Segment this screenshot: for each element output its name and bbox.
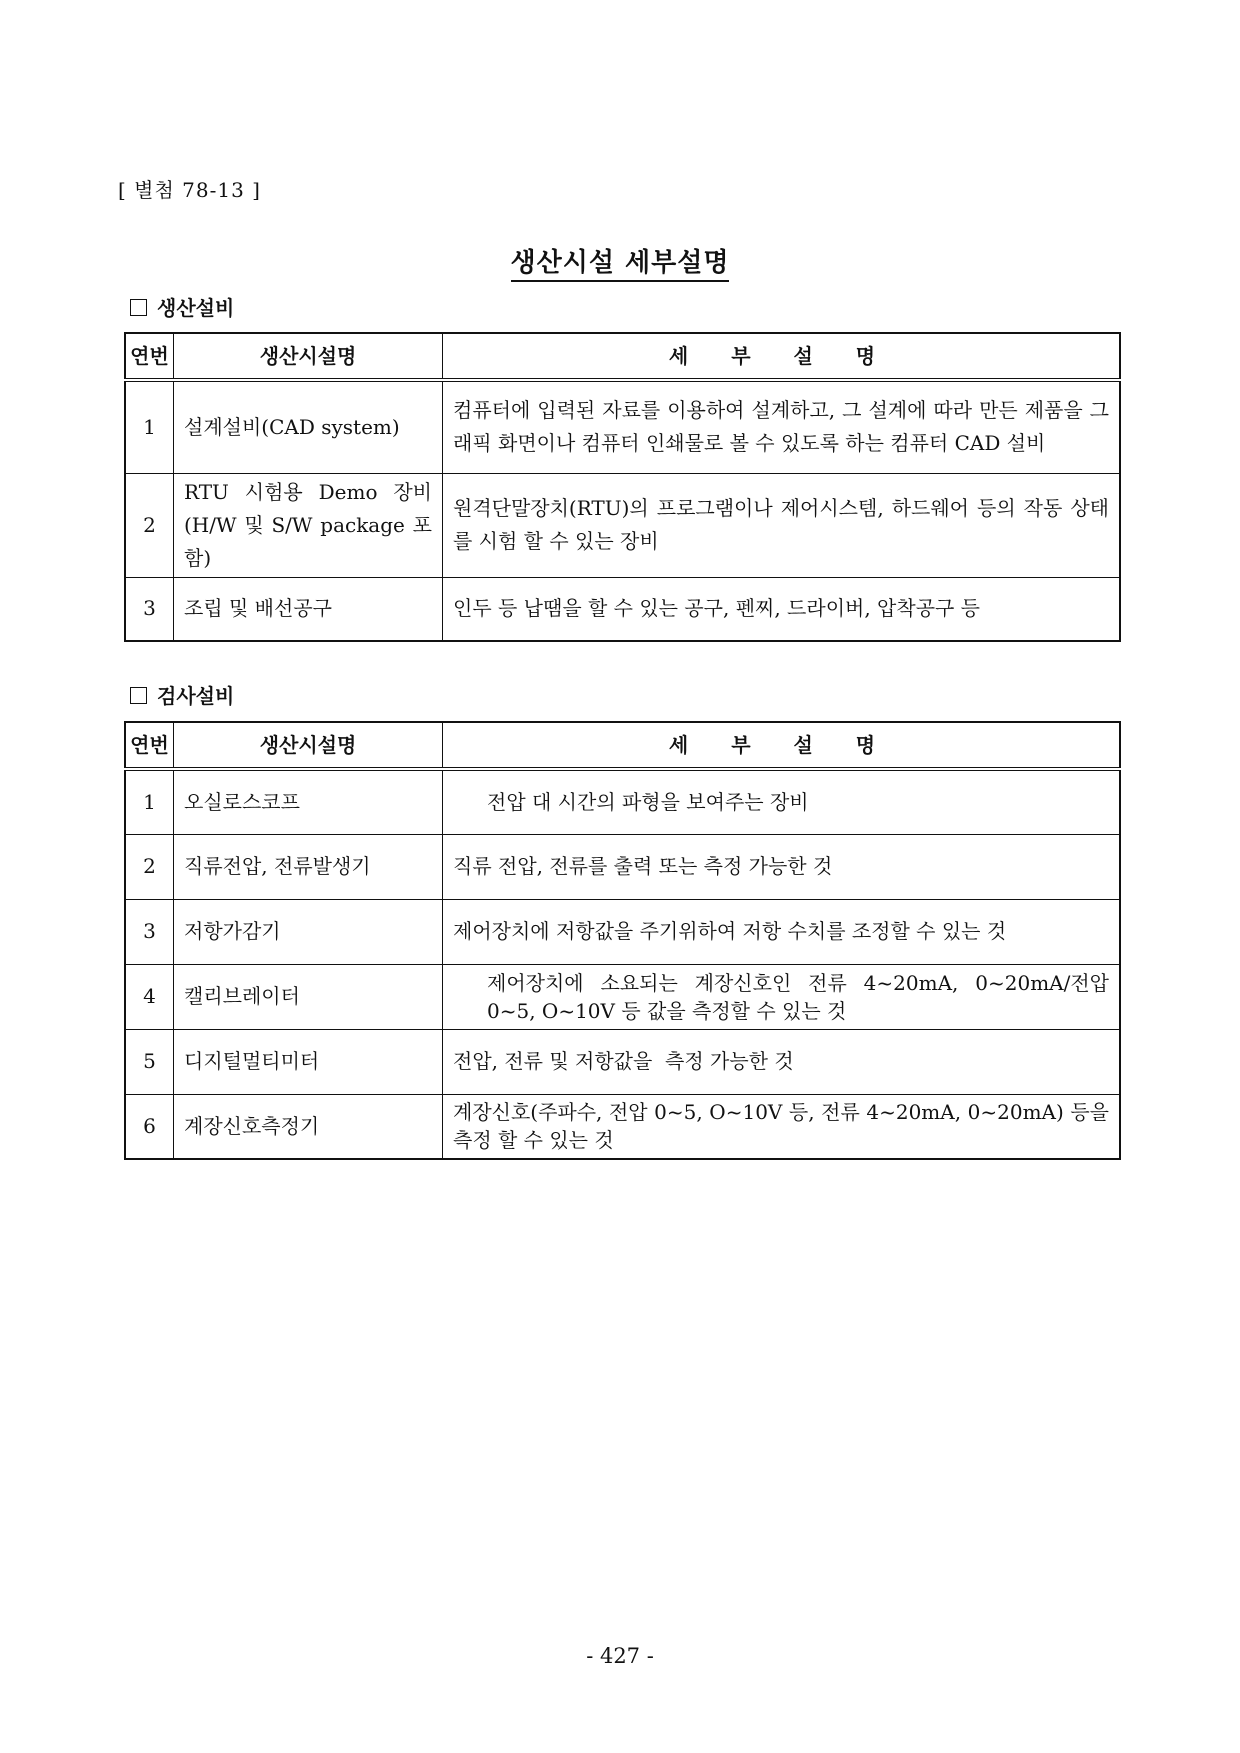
table-row (125, 1094, 1120, 1159)
column-header-name: 생산시설명 (174, 333, 443, 380)
facility-description: 제어장치에 소요되는 계장신호인 전류 4~20mA, 0~20mA/전압 0~5, O~10V 등 값을 측정할 수 있는 것 (443, 964, 1121, 1029)
table-row (125, 577, 1120, 641)
facility-name: 디지털멀티미터 (174, 1029, 443, 1094)
facility-description: 인두 등 납땜을 할 수 있는 공구, 펜찌, 드라이버, 압착공구 등 (443, 577, 1121, 641)
table-row (125, 769, 1120, 834)
facility-description: 원격단말장치(RTU)의 프로그램이나 제어시스템, 하드웨어 등의 작동 상태를 시험 할 수 있는 장비 (443, 473, 1121, 577)
facility-name: 오실로스코프 (174, 769, 443, 834)
facility-name: RTU 시험용 Demo 장비(H/W 및 S/W package 포함) (174, 473, 443, 577)
table-row (125, 899, 1120, 964)
facility-description: 계장신호(주파수, 전압 0~5, O~10V 등, 전류 4~20mA, 0~20mA) 등을 측정 할 수 있는 것 (443, 1094, 1121, 1159)
row-number: 6 (125, 1094, 174, 1159)
table-row (125, 473, 1120, 577)
facility-description: 전압, 전류 및 저항값을 측정 가능한 것 (443, 1029, 1121, 1094)
attachment-label: [ 별첨 78-13 ] (118, 178, 261, 202)
table-header-row (125, 722, 1120, 769)
row-number: 1 (125, 380, 174, 473)
column-header-no: 연번 (125, 333, 174, 380)
table-header-row (125, 333, 1120, 380)
facility-description: 전압 대 시간의 파형을 보여주는 장비 (443, 769, 1121, 834)
row-number: 3 (125, 577, 174, 641)
table-row (125, 380, 1120, 473)
column-header-desc: 세 부 설 명 (443, 722, 1121, 769)
production-equipment-table (124, 332, 1121, 642)
row-number: 5 (125, 1029, 174, 1094)
row-number: 3 (125, 899, 174, 964)
table-row (125, 1029, 1120, 1094)
facility-name: 설계설비(CAD system) (174, 380, 443, 473)
checkbox-square-icon (130, 687, 147, 704)
column-header-desc: 세 부 설 명 (443, 333, 1121, 380)
facility-name: 캘리브레이터 (174, 964, 443, 1029)
facility-name: 계장신호측정기 (174, 1094, 443, 1159)
column-header-name: 생산시설명 (174, 722, 443, 769)
section-heading-inspection: 검사설비 (130, 680, 234, 709)
row-number: 2 (125, 834, 174, 899)
table-row (125, 964, 1120, 1029)
facility-name: 직류전압, 전류발생기 (174, 834, 443, 899)
row-number: 1 (125, 769, 174, 834)
section-heading-production: 생산설비 (130, 292, 234, 321)
facility-description: 컴퓨터에 입력된 자료를 이용하여 설계하고, 그 설계에 따라 만든 제품을 그래픽 화면이나 컴퓨터 인쇄물로 볼 수 있도록 하는 컴퓨터 CAD 설비 (443, 380, 1121, 473)
inspection-equipment-table (124, 721, 1121, 1160)
page-title: 생산시설 세부설명 (0, 242, 1240, 279)
column-header-no: 연번 (125, 722, 174, 769)
page-number: - 427 - (586, 1644, 654, 1668)
facility-name: 저항가감기 (174, 899, 443, 964)
row-number: 4 (125, 964, 174, 1029)
row-number: 2 (125, 473, 174, 577)
table-row (125, 834, 1120, 899)
facility-description: 제어장치에 저항값을 주기위하여 저항 수치를 조정할 수 있는 것 (443, 899, 1121, 964)
facility-description: 직류 전압, 전류를 출력 또는 측정 가능한 것 (443, 834, 1121, 899)
checkbox-square-icon (130, 299, 147, 316)
facility-name: 조립 및 배선공구 (174, 577, 443, 641)
